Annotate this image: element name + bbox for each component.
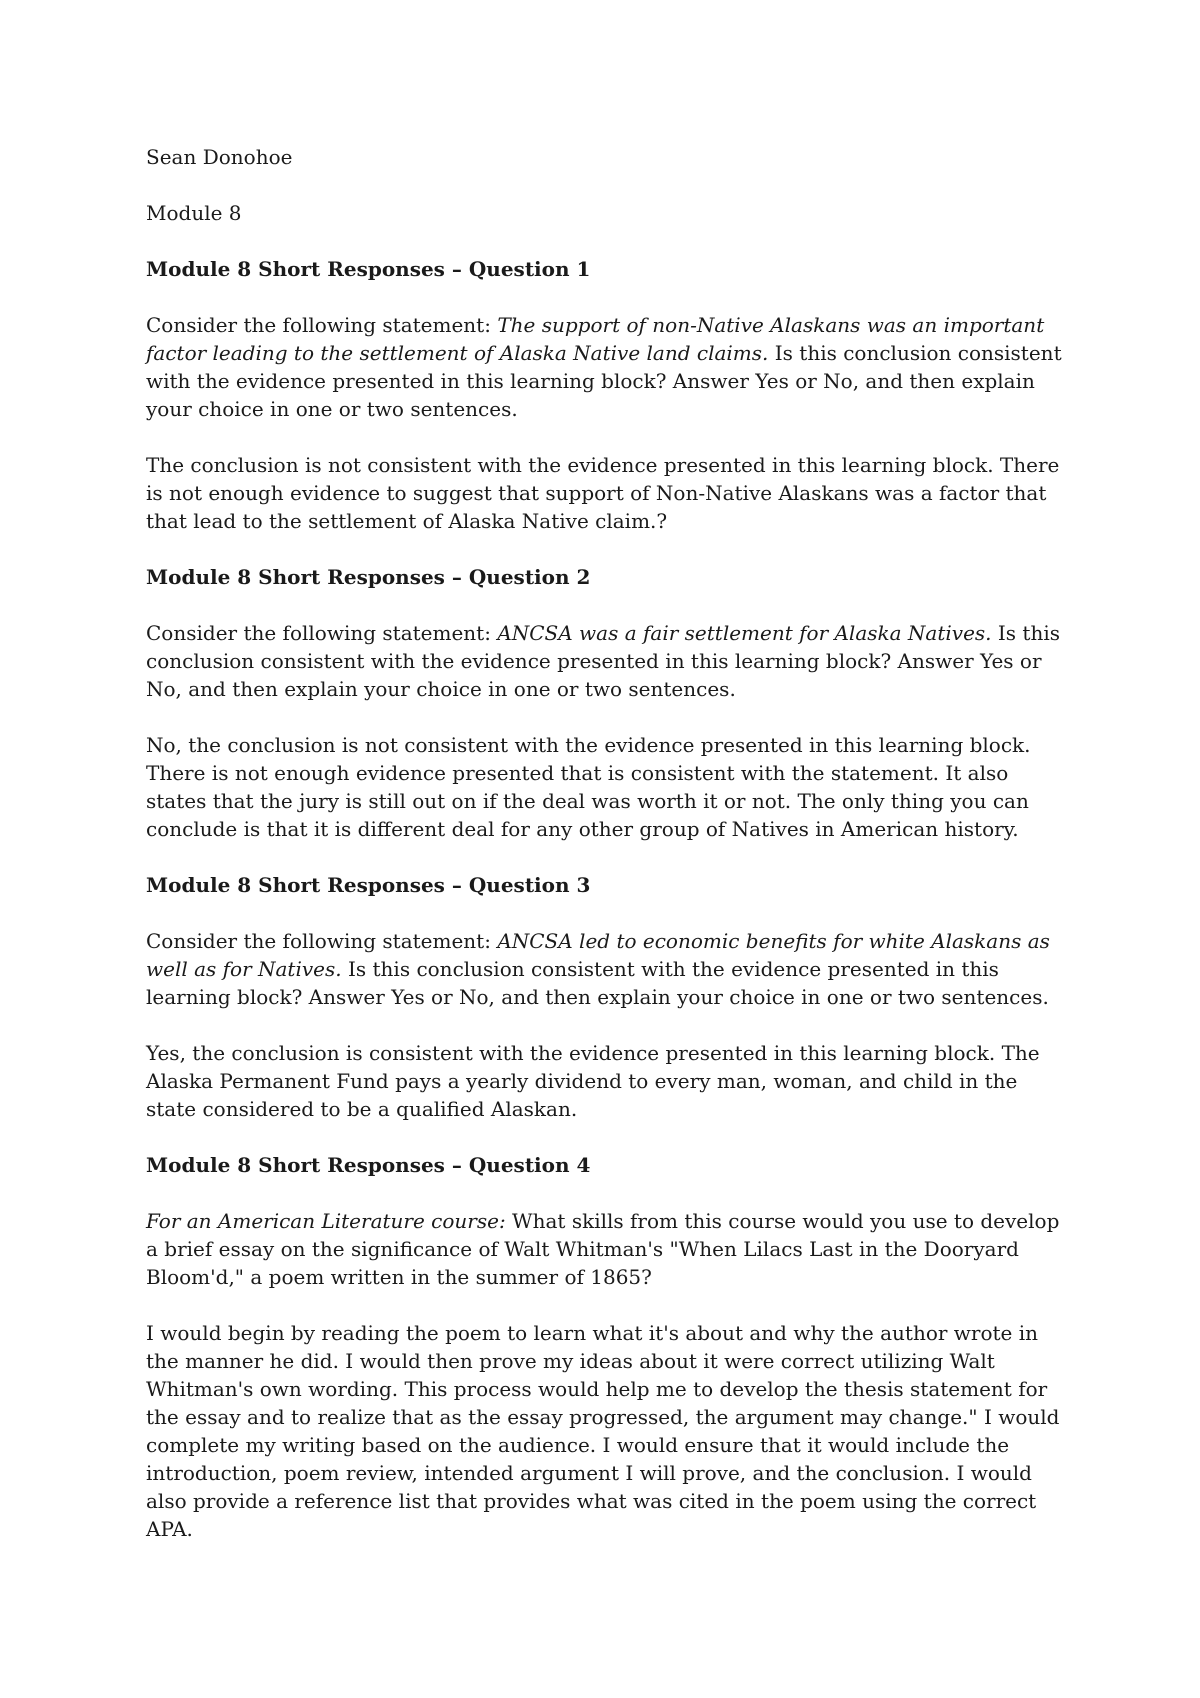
module-label: Module 8 <box>146 201 242 225</box>
question-1-prompt <box>146 311 1070 423</box>
question-1-prompt-tail: Is this conclusion consistent with the evidence presented in this learning block? Answer Yes or No, and then explain your choice in one or two sentences. <box>146 341 1062 421</box>
question-3-statement: ANCSA led to economic benefits for white Alaskans as well as for Natives. <box>146 929 1050 981</box>
question-4-prompt-tail: What skills from this course would you use to develop a brief essay on the significance of Walt Whitman's "When Lilacs Last in the Dooryard Bloom'd," a poem written in the summer of 1865? <box>146 1209 1060 1289</box>
question-2-statement: ANCSA was a fair settlement for Alaska Natives. <box>497 621 992 645</box>
question-2-prompt <box>146 619 1070 703</box>
question-1-heading: Module 8 Short Responses – Question 1 <box>146 257 591 281</box>
question-2-heading: Module 8 Short Responses – Question 2 <box>146 565 591 589</box>
question-1-prompt-lead: Consider the following statement: <box>146 313 498 337</box>
question-1-answer: The conclusion is not consistent with the evidence presented in this learning block. There is not enough evidence to suggest that support of Non-Native Alaskans was a factor that that lead to the settlement of Alaska Native claim.? <box>146 453 1060 533</box>
question-2-prompt-tail: Is this conclusion consistent with the evidence presented in this learning block? Answer Yes or No, and then explain your choice in one or two sentences. <box>146 621 1060 701</box>
question-4-heading: Module 8 Short Responses – Question 4 <box>146 1153 591 1177</box>
question-4-prompt <box>146 1207 1070 1291</box>
question-3-answer: Yes, the conclusion is consistent with the evidence presented in this learning block. The Alaska Permanent Fund pays a yearly dividend to every man, woman, and child in the state considered to be a qualified Alaskan. <box>146 1041 1040 1121</box>
author-name: Sean Donohoe <box>146 145 293 169</box>
question-4-course-label: For an American Literature course: <box>146 1209 506 1233</box>
question-4-answer: I would begin by reading the poem to learn what it's about and why the author wrote in the manner he did. I would then prove my ideas about it were correct utilizing Walt Whitman's own wording. This process would help me to develop the thesis statement for the essay and to realize that as the essay progressed, the argument may change." I would complete my writing based on the audience. I would ensure that it would include the introduction, poem review, intended argument I will prove, and the conclusion. I would also provide a reference list that provides what was cited in the poem using the correct APA. <box>146 1321 1060 1541</box>
question-3-prompt-tail: Is this conclusion consistent with the evidence presented in this learning block? Answer Yes or No, and then explain your choice in one or two sentences. <box>146 957 1049 1009</box>
question-2-answer: No, the conclusion is not consistent with the evidence presented in this learning block. There is not enough evidence presented that is consistent with the statement. It also states that the jury is still out on if the deal was worth it or not. The only thing you can conclude is that it is different deal for any other group of Natives in American history. <box>146 733 1031 841</box>
question-2-prompt-lead: Consider the following statement: <box>146 621 498 645</box>
question-3-heading: Module 8 Short Responses – Question 3 <box>146 873 591 897</box>
question-1-statement: The support of non-Native Alaskans was an important factor leading to the settlement of Alaska Native land claims. <box>146 313 1045 365</box>
question-3-prompt <box>146 927 1070 1011</box>
question-3-prompt-lead: Consider the following statement: <box>146 929 498 953</box>
